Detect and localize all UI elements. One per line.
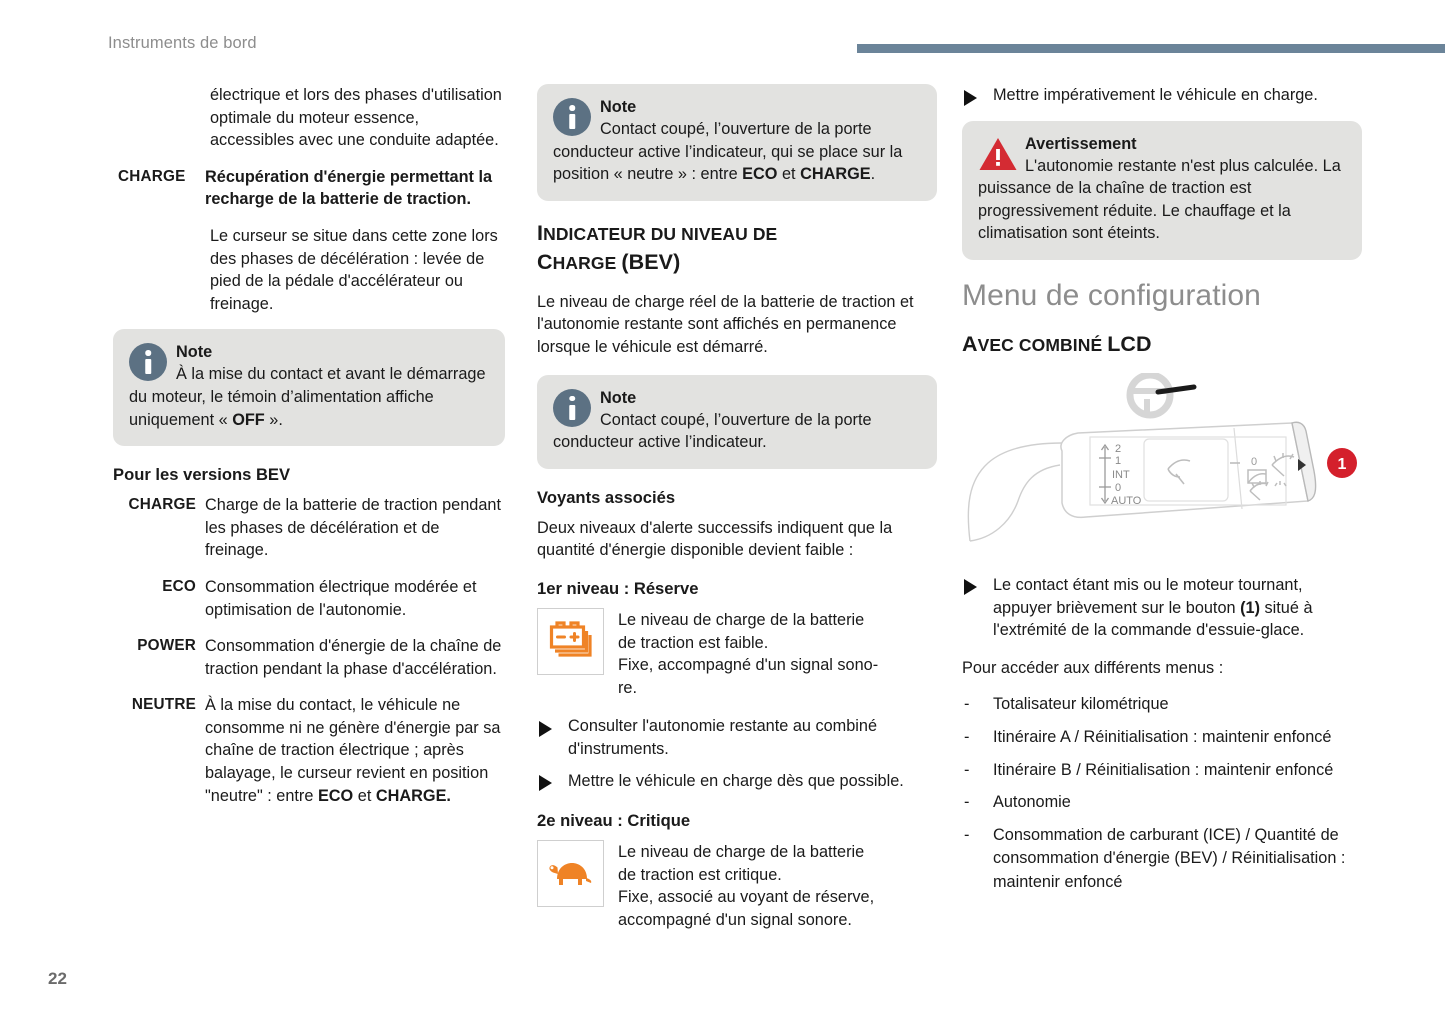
telltale-row-critique xyxy=(537,840,937,931)
warning-title: Avertissement xyxy=(1025,134,1137,153)
action-text: Mettre le véhicule en charge dès que possible. xyxy=(568,771,904,790)
menu-item-label: Consommation de carburant (ICE) / Quantité de consommation d'énergie (BEV) / Réinitialisation : maintenir enfoncé xyxy=(993,825,1346,891)
neutre-bold-charge: CHARGE. xyxy=(375,786,451,805)
telltale-line-4: accompagné d'un signal sonore. xyxy=(618,910,852,929)
dash-bullet-icon: - xyxy=(964,793,970,812)
triangle-bullet-icon xyxy=(539,775,552,791)
info-icon xyxy=(553,389,591,427)
note-callout-top xyxy=(537,84,937,201)
menu-list-item xyxy=(962,693,1362,717)
heading-smallcaps: VEC COMBINÉ xyxy=(977,334,1108,355)
dash-bullet-icon: - xyxy=(964,825,970,844)
telltale-line-1: Le niveau de charge de la batterie xyxy=(618,843,865,862)
menu-item-label: Itinéraire B / Réinitialisation : maintenir enfoncé xyxy=(993,760,1334,779)
note-body-tail: ». xyxy=(264,410,283,429)
menu-list-item xyxy=(962,759,1362,783)
triangle-bullet-icon xyxy=(964,579,977,595)
menu-item-label: Totalisateur kilométrique xyxy=(993,695,1169,714)
term-definition: Charge de la batterie de traction pendant les phases de décélération et de freinage. xyxy=(205,496,501,560)
lcd-combine-heading xyxy=(962,330,1362,359)
stalk-label-2: 2 xyxy=(1115,442,1122,455)
telltale-line-3: Fixe, accompagné d'un signal sono- xyxy=(618,656,879,675)
note-body xyxy=(129,363,489,431)
action-item xyxy=(537,715,937,760)
stalk-label-0: 0 xyxy=(1115,481,1122,494)
dash-bullet-icon: - xyxy=(964,727,970,746)
note-body xyxy=(553,118,921,186)
instruction-text-2: situé à l'extrémité de la commande d'essuie-glace. xyxy=(993,598,1313,640)
telltale-line-2: de traction est faible. xyxy=(618,633,769,652)
voyants-intro: Deux niveaux d'alerte successifs indiquent que la quantité d'énergie disponible devient faible : xyxy=(537,518,893,560)
note-title: Note xyxy=(600,388,637,407)
neutre-bold-eco: ECO xyxy=(317,786,354,805)
menus-intro: Pour accéder aux différents menus : xyxy=(962,658,1224,677)
note-title: Note xyxy=(176,343,213,362)
term-label: POWER xyxy=(137,637,196,655)
term-label: CHARGE xyxy=(118,167,186,185)
term-definition: Récupération d'énergie permettant la recharge de la batterie de traction. xyxy=(205,167,493,209)
telltale-text xyxy=(618,608,937,699)
heading-smallcaps-1: NDICATEUR DU NIVEAU DE xyxy=(543,223,778,244)
note-bold-charge: CHARGE xyxy=(800,165,871,184)
column-2 xyxy=(537,84,937,947)
telltale-line-3: Fixe, associé au voyant de réserve, xyxy=(618,888,875,907)
triangle-bullet-icon xyxy=(539,721,552,737)
warning-body: L'autonomie restante n'est plus calculée. La puissance de la chaîne de traction est progressivement réduite. Le chauffage et la climatisation sont éteints. xyxy=(978,156,1341,243)
info-icon xyxy=(129,343,167,381)
note-bold-eco: ECO xyxy=(742,165,778,184)
voyants-heading: Voyants associés xyxy=(537,487,676,507)
action-text: Mettre impérativement le véhicule en charge. xyxy=(993,86,1318,104)
stalk-label-int: INT xyxy=(1112,468,1130,481)
charge-detail-paragraph: Le curseur se situe dans cette zone lors des phases de décélération : levée de pied de la pédale d'accélérateur ou freinage. xyxy=(210,226,498,313)
note-body-text: Contact coupé, l’ouverture de la porte conducteur active l’indicateur, qui se place sur la position « neutre » : entre xyxy=(553,120,903,184)
callout-badge-1 xyxy=(1327,448,1357,478)
column-1 xyxy=(113,84,505,821)
term-definition: Consommation électrique modérée et optimisation de l'autonomie. xyxy=(205,577,477,619)
telltale-line-4: re. xyxy=(618,678,638,697)
header-rule xyxy=(857,44,1445,53)
note-title: Note xyxy=(600,98,637,116)
heading-lcd: LCD xyxy=(1107,331,1152,356)
section-heading-indicateur xyxy=(537,219,937,277)
level2-heading: 2e niveau : Critique xyxy=(537,811,691,831)
heading-initial-2: C xyxy=(537,249,553,274)
heading-initial: I xyxy=(537,220,544,245)
note-body-mid: et xyxy=(777,165,801,184)
telltale-row-reserve xyxy=(537,608,937,699)
menu-configuration-heading: Menu de configuration xyxy=(962,278,1261,312)
level1-heading: 1er niveau : Réserve xyxy=(537,578,699,598)
intro-paragraph: Le niveau de charge réel de la batterie de traction et l'autonomie restante sont affichés en permanence lorsque le véhicule est démarré. xyxy=(537,292,914,356)
menu-list-item xyxy=(962,824,1362,895)
heading-bev: (BEV) xyxy=(621,249,681,274)
telltale-text xyxy=(618,840,937,931)
definition-row-charge xyxy=(113,166,505,211)
turtle-telltale-icon xyxy=(537,840,604,907)
running-head: Instruments de bord xyxy=(108,34,257,52)
heading-smallcaps-2: HARGE xyxy=(552,252,622,273)
definition-row xyxy=(113,635,505,680)
page-number: 22 xyxy=(48,969,67,988)
battery-telltale-icon xyxy=(537,608,604,675)
stalk-label-auto: AUTO xyxy=(1111,494,1142,507)
definition-row xyxy=(113,576,505,621)
note-body: Contact coupé, l’ouverture de la porte conducteur active l’indicateur. xyxy=(553,410,872,452)
action-item-charge xyxy=(962,84,1362,107)
column-3 xyxy=(962,84,1362,904)
stalk-label-1: 1 xyxy=(1115,454,1122,467)
term-label: NEUTRE xyxy=(131,696,196,714)
info-icon xyxy=(553,98,591,136)
action-item xyxy=(537,770,937,793)
note-callout xyxy=(113,329,505,446)
menu-list-item xyxy=(962,726,1362,750)
menu-item-label: Autonomie xyxy=(993,793,1071,812)
telltale-line-2: de traction est critique. xyxy=(618,865,782,884)
triangle-bullet-icon xyxy=(964,90,977,106)
term-label: CHARGE xyxy=(128,496,196,514)
menu-list-item xyxy=(962,791,1362,815)
term-definition xyxy=(205,694,505,807)
note-body-bold: OFF xyxy=(232,410,265,429)
note-body-tail: . xyxy=(870,165,876,184)
instruction-bold: (1) xyxy=(1240,598,1260,617)
term-definition: Consommation d'énergie de la chaîne de traction pendant la phase d'accélération. xyxy=(205,637,502,678)
wiper-stalk-diagram xyxy=(962,373,1362,558)
menu-item-label: Itinéraire A / Réinitialisation : maintenir enfoncé xyxy=(993,727,1332,746)
action-text: Consulter l'autonomie restante au combiné d'instruments. xyxy=(568,717,878,758)
neutre-text-1: À la mise du contact, le véhicule ne consomme ni ne génère d'énergie par sa chaîne de traction électrique ; après balayage, le curseur revient en position "neutre" : entre xyxy=(205,696,501,805)
neutre-text-mid: et xyxy=(353,786,376,805)
definition-row-neutre xyxy=(113,694,505,807)
badge-number: 1 xyxy=(1337,455,1347,473)
warning-triangle-icon xyxy=(978,135,1016,173)
instruction-item xyxy=(962,574,1362,642)
warning-callout xyxy=(962,121,1362,260)
dash-bullet-icon: - xyxy=(964,695,970,714)
dash-bullet-icon: - xyxy=(964,760,970,779)
instruction-text-1: Le contact étant mis ou le moteur tournant, appuyer brièvement sur le bouton xyxy=(993,575,1303,617)
note-body-text: À la mise du contact et avant le démarrage du moteur, le témoin d’alimentation affiche uniquement « xyxy=(129,365,486,429)
stalk-label-right-0: 0 xyxy=(1251,455,1258,468)
heading-initial: A xyxy=(962,331,978,356)
term-label: ECO xyxy=(162,577,196,595)
bev-versions-heading: Pour les versions BEV xyxy=(113,465,291,485)
definition-row xyxy=(113,494,505,562)
telltale-line-1: Le niveau de charge de la batterie xyxy=(618,610,865,629)
continued-paragraph: électrique et lors des phases d'utilisation optimale du moteur essence, accessibles avec une conduite adaptée. xyxy=(210,86,502,150)
steering-wheel-icon xyxy=(1130,375,1194,415)
note-callout-second xyxy=(537,375,937,469)
